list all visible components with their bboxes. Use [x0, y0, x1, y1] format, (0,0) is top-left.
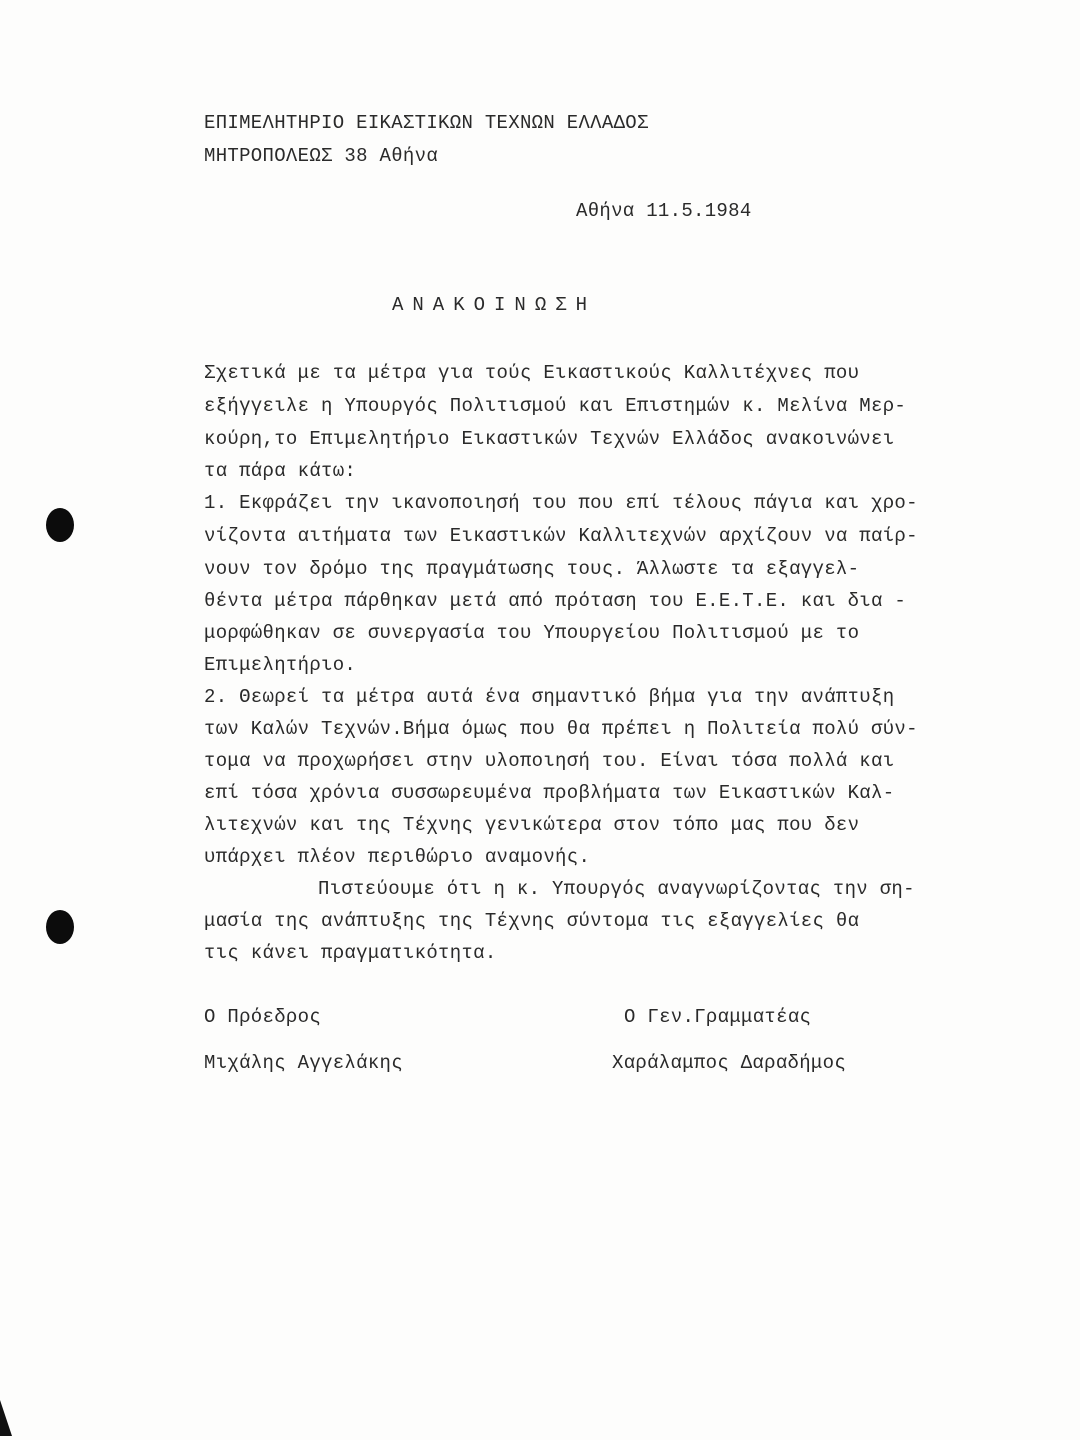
body-line: μορφώθηκαν σε συνεργασία του Υπουργείου Πολιτισμού με το: [204, 622, 860, 644]
body-line: επί τόσα χρόνια συσσωρευμένα προβλήματα των Εικαστικών Καλ-: [204, 782, 895, 804]
body-line: μασία της ανάπτυξης της Τέχνης σύντομα τις εξαγγελίες θα: [204, 910, 860, 932]
punch-hole-top: [46, 508, 74, 542]
body-line: Επιμελητήριο.: [204, 654, 357, 676]
body-line: 1. Εκφράζει την ικανοποιησή του που επί τέλους πάγια και χρο-: [204, 492, 918, 514]
header-organization: ΕΠΙΜΕΛΗΤΗΡΙΟ ΕΙΚΑΣΤΙΚΩΝ ΤΕΧΝΩΝ ΕΛΛΑΔΟΣ: [204, 112, 649, 134]
corner-mark: [0, 1400, 12, 1436]
body-line: νίζοντα αιτήματα των Εικαστικών Καλλιτεχνών αρχίζουν να παίρ-: [204, 525, 918, 547]
body-line: τομα να προχωρήσει στην υλοποιησή του. Είναι τόσα πολλά και: [204, 750, 895, 772]
body-line: κούρη,το Επιμελητήριο Εικαστικών Τεχνών Ελλάδος ανακοινώνει: [204, 428, 895, 450]
signature-left-name: Μιχάλης Αγγελάκης: [204, 1052, 403, 1074]
document-title: ΑΝΑΚΟΙΝΩΣΗ: [392, 294, 597, 316]
body-line: εξήγγειλε η Υπουργός Πολιτισμού και Επιστημών κ. Μελίνα Μερ-: [204, 395, 907, 417]
body-line: λιτεχνών και της Τέχνης γενικώτερα στον τόπο μας που δεν: [204, 814, 860, 836]
body-line: τα πάρα κάτω:: [204, 460, 357, 482]
body-line: τις κάνει πραγματικότητα.: [204, 942, 497, 964]
body-line: 2. Θεωρεί τα μέτρα αυτά ένα σημαντικό βήμα για την ανάπτυξη: [204, 686, 895, 708]
punch-hole-bottom: [46, 910, 74, 944]
body-line: υπάρχει πλέον περιθώριο αναμονής.: [204, 846, 591, 868]
signature-left-role: Ο Πρόεδρος: [204, 1006, 322, 1028]
signature-right-role: Ο Γεν.Γραμματέας: [624, 1006, 812, 1028]
body-line: Σχετικά με τα μέτρα για τούς Εικαστικούς Καλλιτέχνες που: [204, 362, 860, 384]
body-line: θέντα μέτρα πάρθηκαν μετά από πρόταση του Ε.Ε.Τ.Ε. και δια -: [204, 590, 907, 612]
header-address: ΜΗΤΡΟΠΟΛΕΩΣ 38 Αθήνα: [204, 145, 439, 167]
body-line: των Καλών Τεχνών.Βήμα όμως που θα πρέπει η Πολιτεία πολύ σύν-: [204, 718, 918, 740]
body-line: Πιστεύουμε ότι η κ. Υπουργός αναγνωρίζοντας την ση-: [318, 878, 915, 900]
signature-right-name: Χαράλαμπος Δαραδήμος: [612, 1052, 847, 1074]
document-date: Αθήνα 11.5.1984: [576, 200, 752, 222]
body-line: νουν τον δρόμο της πραγμάτωσης τους. Άλλωστε τα εξαγγελ-: [204, 558, 860, 580]
